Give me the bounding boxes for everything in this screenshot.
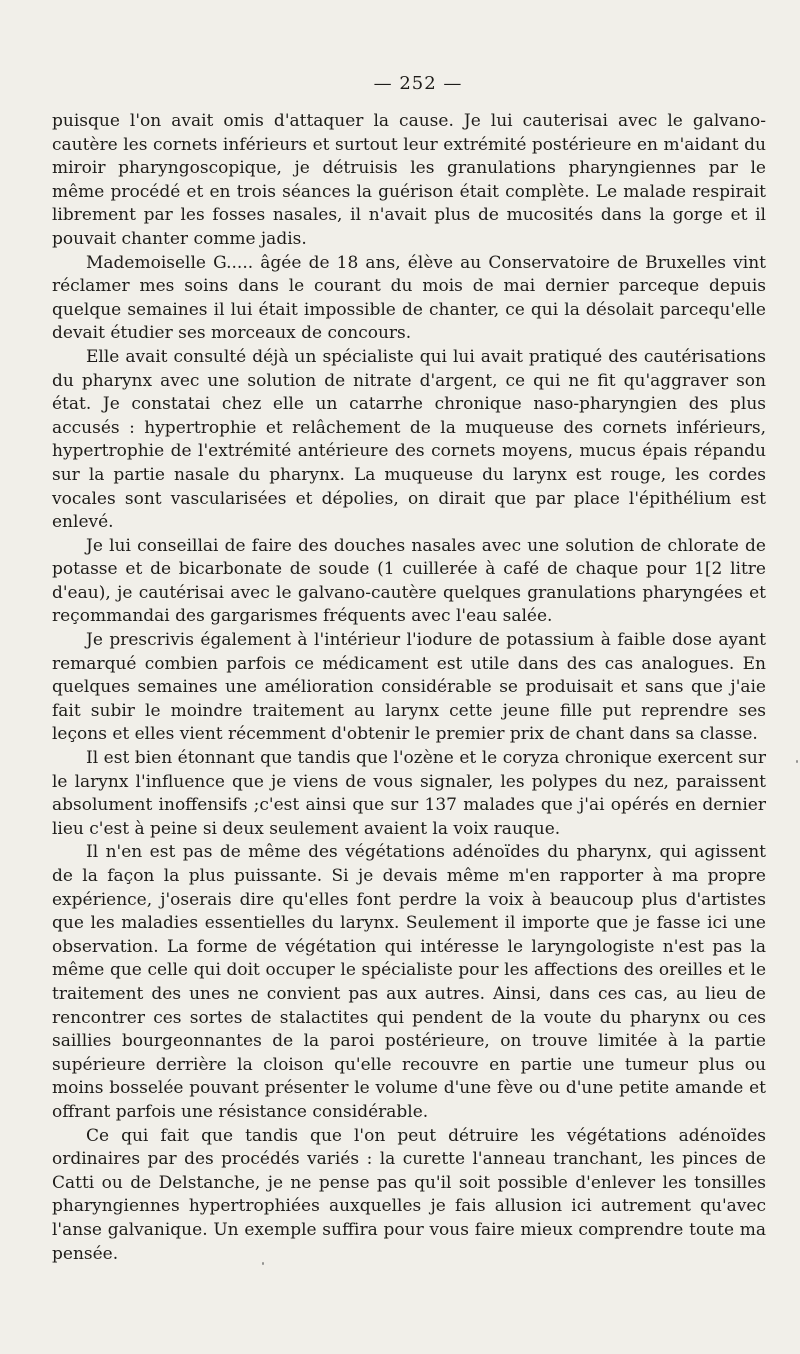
paragraph-8: Ce qui fait que tandis que l'on peut détruire les végétations adénoïdes ordinaires par des procédés variés : la curette l'anneau tranchant, les pinces de Catti ou de Delstanche, je ne pense pas qu'il soit possible d'enlever les tonsilles pharyngiennes hypertrophiées auxquelles je fais allusion ici autrement qu'avec l'anse galvanique. Un exemple suffira pour vous faire mieux comprendre toute ma pensée. — [52, 1125, 766, 1264]
paragraph-1: puisque l'on avait omis d'attaquer la cause. Je lui cauterisai avec le galvano-cautère les cornets inférieurs et surtout leur extrémité postérieure en m'aidant du miroir pharyngoscopique, je détruisis les granulations pharyngiennes par le même procédé et en trois séances la guérison était complète. Le malade respirait librement par les fosses nasales, il n'avait plus de mucosités dans la gorge et il pouvait chanter comme jadis. — [52, 111, 766, 249]
body-text — [52, 110, 766, 1266]
paragraph-5: Je prescrivis également à l'intérieur l'iodure de potassium à faible dose ayant remarqué combien parfois ce médicament est utile dans des cas analogues. En quelques semaines une amélioration considérable se produisait et sans que j'aie fait subir le moindre traitement au larynx cette jeune fille put reprendre ses leçons et elles vient récemment d'obtenir le premier prix de chant dans sa classe. — [52, 630, 766, 745]
paragraph-4: Je lui conseillai de faire des douches nasales avec une solution de chlorate de potasse et de bicarbonate de soude (1 cuillerée à café de chaque pour 1[2 litre d'eau), je cautérisai avec le galvano-cautère quelques granulations pharyngées et reçommandai des gargarismes fréquents avec l'eau salée. — [52, 535, 766, 627]
paper-speck — [262, 1262, 264, 1265]
paper-speck — [796, 760, 798, 763]
paragraph-7: Il n'en est pas de même des végétations adénoïdes du pharynx, qui agissent de la façon la plus puissante. Si je devais même m'en rapporter à ma propre expérience, j'oserais dire qu'elles font perdre la voix à beaucoup plus d'artistes que les maladies essentielles du larynx. Seulement il importe que je fasse ici une observation. La forme de végétation qui intéresse le laryngologiste n'est pas la même que celle qui doit occuper le spécialiste pour les affections des oreilles et le traitement des unes ne convient pas aux autres. Ainsi, dans ces cas, au lieu de rencontrer ces sortes de stalactites qui pendent de la voute du pharynx ou ces saillies bourgeonnantes de la paroi postérieure, on trouve limitée à la partie supérieure derrière la cloison qu'elle recouvre en partie une tumeur plus ou moins bosselée pouvant présenter le volume d'une fève ou d'une petite amande et offrant parfois une résistance considérable. — [52, 842, 766, 1122]
page-number: — 252 — — [373, 73, 463, 94]
paragraph-2: Mademoiselle G..... âgée de 18 ans, élève au Conservatoire de Bruxelles vint réclamer mes soins dans le courant du mois de mai dernier parceque depuis quelque semaines il lui était impossible de chanter, ce qui la désolait parcequ'elle devait étudier ses morceaux de concours. — [52, 252, 766, 344]
paragraph-3: Elle avait consulté déjà un spécialiste qui lui avait pratiqué des cautérisations du pharynx avec une solution de nitrate d'argent, ce qui ne fit qu'aggraver son état. Je constatai chez elle un catarrhe chronique naso-pharyngien des plus accusés : hypertrophie et relâchement de la muqueuse des cornets inférieurs, hypertrophie de l'extrémité antérieure des cornets moyens, mucus épais répandu sur la partie nasale du pharynx. La muqueuse du larynx est rouge, les cordes vocales sont vascularisées et dépolies, on dirait que par place l'épithélium est enlevé. — [52, 346, 766, 533]
paragraph-6: Il est bien étonnant que tandis que l'ozène et le coryza chronique exercent sur le larynx l'influence que je viens de vous signaler, les polypes du nez, paraissent absolument inoffensifs ;c'est ainsi que sur 137 malades que j'ai opérés en dernier lieu c'est à peine si deux seulement avaient la voix rauque. — [52, 748, 766, 839]
